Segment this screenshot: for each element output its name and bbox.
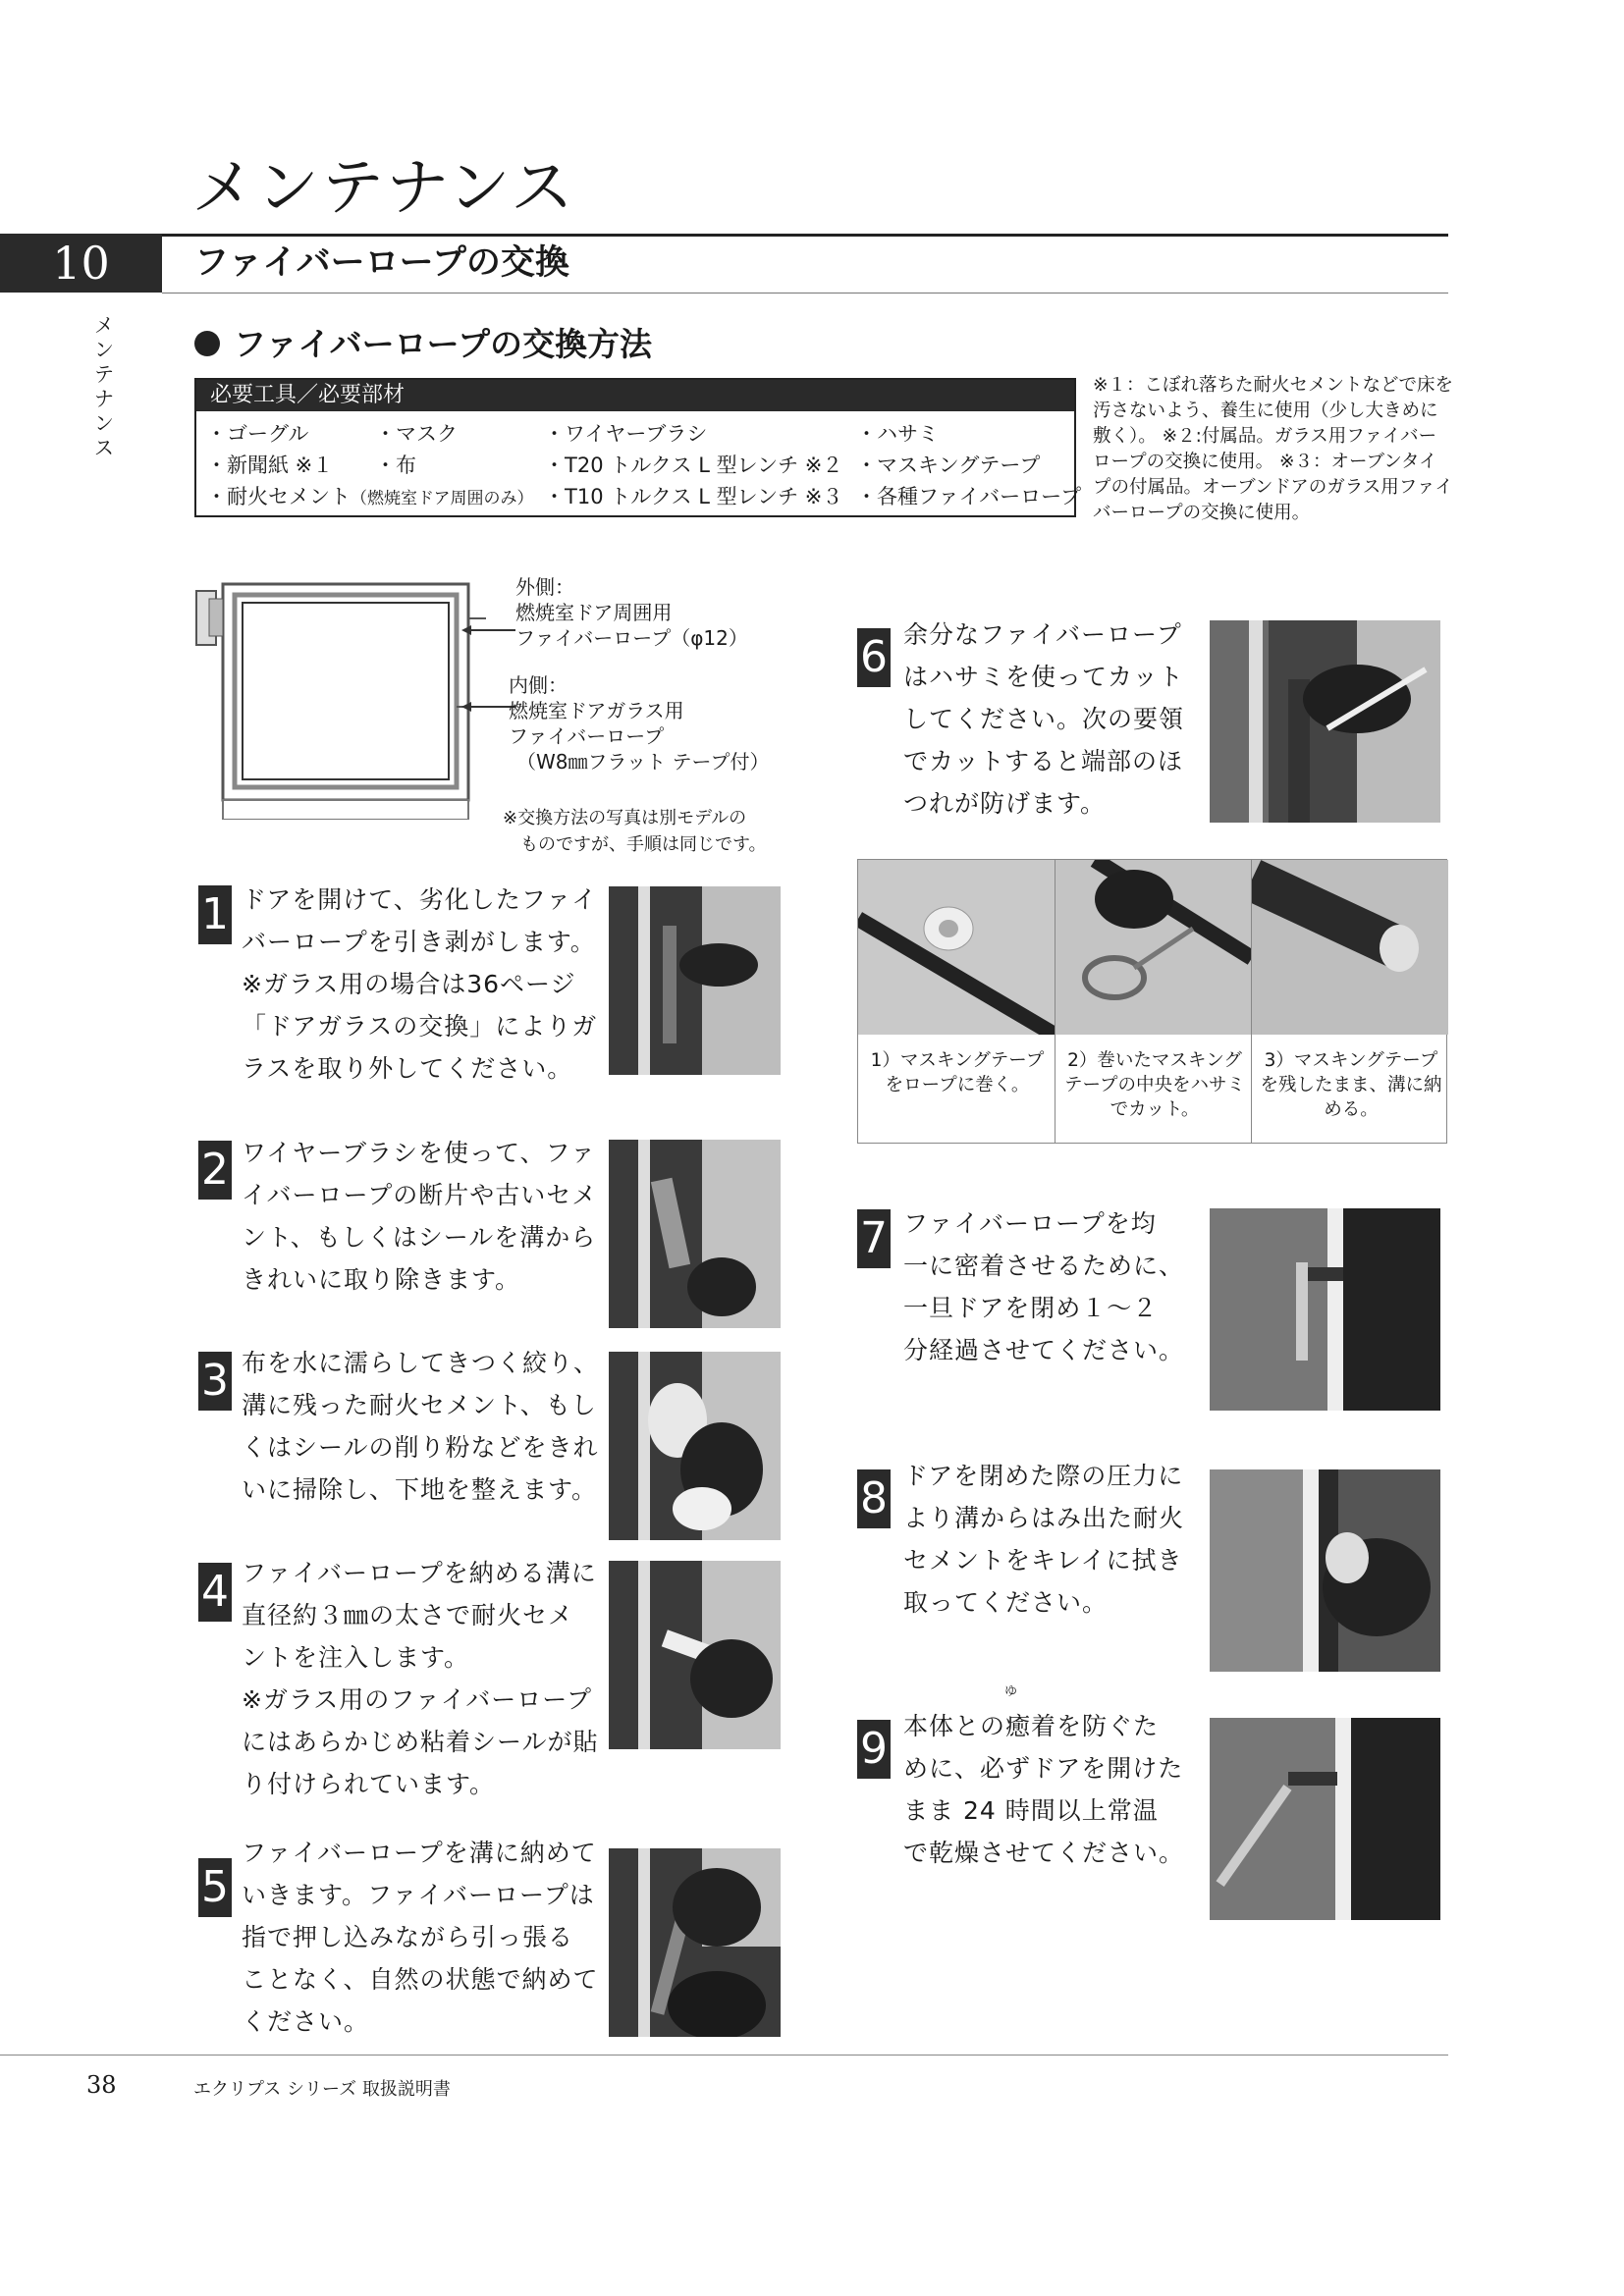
step-9-text [903, 1684, 1185, 1874]
step-line: ワイヤーブラシを使って、ファ [242, 1139, 597, 1167]
ruby-reading: ゆ [1004, 1684, 1019, 1699]
cut-step-2 [1055, 860, 1252, 1143]
step-5-text [242, 1832, 599, 2043]
step-number: 4 [198, 1563, 232, 1622]
step-line: ことなく、自然の状態で納めて [242, 1965, 599, 1994]
step-line: り付けられています。 [242, 1770, 496, 1798]
cut-step-1-photo [858, 860, 1055, 1035]
section-rule [162, 234, 1448, 237]
step-number: 2 [198, 1141, 232, 1200]
page-number: 38 [86, 2071, 117, 2099]
cut-step-3-photo [1252, 860, 1448, 1035]
step-line: で乾燥させてください。 [903, 1839, 1185, 1867]
step-line: ドアを閉めた際の圧力に [903, 1462, 1184, 1490]
step-3-text [242, 1342, 599, 1511]
step-line: ※ガラス用の場合は36ページ [242, 970, 576, 998]
step-line: より溝からはみ出た耐火 [903, 1504, 1185, 1532]
step-line: ドアを開けて、劣化したファイ [242, 885, 598, 914]
side-tab: メンテナンス [91, 314, 115, 461]
cut-step-2-caption: 2）巻いたマスキングテープの中央をハサミでカット。 [1063, 1050, 1246, 1120]
step-line: ラスを取り外してください。 [242, 1054, 573, 1083]
step-line: してください。次の要領 [903, 705, 1185, 733]
step-line: きれいに取り除きます。 [242, 1265, 521, 1294]
step-line: セメントをキレイに拭き [903, 1546, 1183, 1575]
outer-label-line: ファイバーロープ（φ12） [515, 626, 748, 650]
inner-label-line: 内側： [509, 673, 568, 697]
step-line: 取ってください。 [903, 1588, 1109, 1617]
outer-label-line: 燃焼室ドア周囲用 [515, 601, 673, 624]
tool-item: ・ワイヤーブラシ [544, 422, 708, 446]
step-4-text [242, 1552, 599, 1805]
section-rule-bottom [162, 293, 1448, 294]
tool-item: ・ゴーグル [206, 422, 309, 446]
tools-grid [206, 421, 1082, 511]
step-line: ファイバーロープを溝に納めて [242, 1839, 597, 1867]
cut-method-panel [857, 859, 1447, 1144]
step-line: 分経過させてください。 [903, 1336, 1185, 1364]
cut-step-1-caption: 1）マスキングテープをロープに巻く。 [870, 1050, 1045, 1095]
step-3-photo [609, 1352, 781, 1540]
step-number: 1 [198, 885, 232, 944]
step-number: 8 [857, 1469, 891, 1528]
step-2-text [242, 1132, 597, 1301]
tool-item: ・布 [375, 454, 416, 477]
step-line: でカットすると端部のほ [903, 747, 1184, 775]
step-7-photo [1210, 1208, 1440, 1411]
diagram-note-line: ※交換方法の写真は別モデルの [503, 808, 747, 828]
step-line: イバーロープの断片や古いセメ [242, 1181, 598, 1209]
step-line: ントを注入します。 [242, 1643, 470, 1672]
step-line: 直径約３㎜の太さで耐火セメ [242, 1601, 574, 1629]
step-line: ファイバーロープを納める溝に [242, 1559, 597, 1587]
step-number: 3 [198, 1352, 232, 1411]
inner-label-line: 燃焼室ドアガラス用 [509, 699, 684, 722]
step-5-photo [609, 1848, 781, 2037]
step-line: にはあらかじめ粘着シールが貼 [242, 1728, 599, 1756]
chapter-title: メンテナンス [191, 152, 575, 225]
section-number: 10 [0, 234, 162, 293]
step-line: くはシールの削り粉などをきれ [242, 1433, 599, 1462]
step-line: 一旦ドアを閉め１～２ [903, 1294, 1159, 1322]
footer-rule [0, 2055, 1448, 2056]
step-number: 9 [857, 1720, 891, 1779]
step-line-text: 本体との癒着を防ぐた [903, 1712, 1160, 1740]
tool-item-cement-note: （燃焼室ドア周囲のみ） [351, 489, 534, 508]
step-line: めに、必ずドアを開けた [903, 1754, 1184, 1783]
tools-header: 必要工具／必要部材 [196, 380, 1074, 411]
step-line: 「ドアガラスの交換」によりガ [242, 1012, 598, 1041]
tools-note: ※１：こぼれ落ちた耐火セメントなどで床を汚さないよう、養生に使用（少し大きめに敷く）。 ※２:付属品。ガラス用ファイバーロープの交換に使用。 ※３：オーブンタイプの付属品。オーブンドアのガラス用ファイバーロープの交換に使用。 [1093, 375, 1454, 523]
step-1-photo [609, 886, 781, 1075]
step-line: まま 24 時間以上常温 [903, 1796, 1159, 1825]
footer-title: エクリプス シリーズ 取扱説明書 [193, 2079, 451, 2100]
step-line: いに掃除し、下地を整えます。 [242, 1475, 598, 1504]
tool-item: ・マスキングテープ [856, 454, 1041, 477]
step-1-text [242, 879, 597, 1090]
step-number: 6 [857, 628, 891, 687]
step-line: 指で押し込みながら引っ張る [242, 1923, 574, 1951]
outer-rope-label [515, 574, 748, 651]
step-9-photo [1210, 1718, 1440, 1920]
step-line: ※ガラス用のファイバーロープ [242, 1685, 592, 1714]
step-line: 余分なファイバーロープ [903, 620, 1182, 649]
step-line: 一に密着させるために、 [903, 1252, 1185, 1280]
step-7-text [903, 1202, 1184, 1371]
diagram-note-line: ものですが、手順は同じです。 [520, 834, 767, 855]
step-line: はハサミを使ってカット [903, 663, 1184, 691]
tool-item-cement-label: ・耐火セメント [206, 485, 351, 508]
step-8-photo [1210, 1469, 1440, 1672]
inner-label-line: （W8㎜フラット テープ付） [516, 750, 770, 774]
tool-item: ・マスク [375, 422, 458, 446]
step-line: ください。 [242, 2007, 370, 2036]
step-2-photo [609, 1140, 781, 1328]
step-number: 5 [198, 1858, 232, 1917]
outer-label-line: 外側： [515, 575, 574, 599]
step-number: 7 [857, 1209, 891, 1268]
inner-label-line: ファイバーロープ [509, 724, 665, 748]
inner-rope-label [509, 672, 769, 774]
step-line: バーロープを引き剥がします。 [242, 928, 596, 956]
bullet-dot-icon [194, 331, 220, 356]
tool-item: ・T10 トルクス L 型レンチ ※３ [544, 485, 843, 508]
cut-step-2-photo [1056, 860, 1252, 1035]
step-line: ント、もしくはシールを溝から [242, 1223, 597, 1252]
method-heading [194, 319, 652, 365]
step-6-photo [1210, 620, 1440, 823]
step-line: 溝に残った耐火セメント、もし [242, 1391, 597, 1419]
step-line: いきます。ファイバーロープは [242, 1881, 595, 1909]
cut-step-1 [858, 860, 1055, 1143]
step-line [903, 1684, 1184, 1747]
step-line: 布を水に濡らしてきつく絞り、 [242, 1349, 600, 1377]
tool-item: ・各種ファイバーロープ [856, 485, 1082, 508]
tool-item: ・T20 トルクス L 型レンチ ※２ [544, 454, 843, 477]
section-title: ファイバーロープの交換 [194, 243, 569, 283]
step-4-photo [609, 1561, 781, 1749]
tool-item-cement [206, 484, 544, 511]
tool-item: ・ハサミ [856, 422, 939, 446]
step-line: ファイバーロープを均 [903, 1209, 1157, 1238]
tools-box [194, 378, 1082, 517]
step-8-text [903, 1455, 1184, 1624]
diagram-note [503, 805, 767, 858]
tool-item: ・新聞紙 ※１ [206, 454, 334, 477]
cut-step-3-caption: 3）マスキングテープを残したまま、溝に納める。 [1260, 1050, 1442, 1120]
method-heading-text: ファイバーロープの交換方法 [234, 325, 653, 363]
door-diagram [191, 579, 486, 820]
step-6-text [903, 614, 1184, 825]
step-line: つれが防げます。 [903, 789, 1107, 818]
cut-step-3 [1251, 860, 1448, 1143]
